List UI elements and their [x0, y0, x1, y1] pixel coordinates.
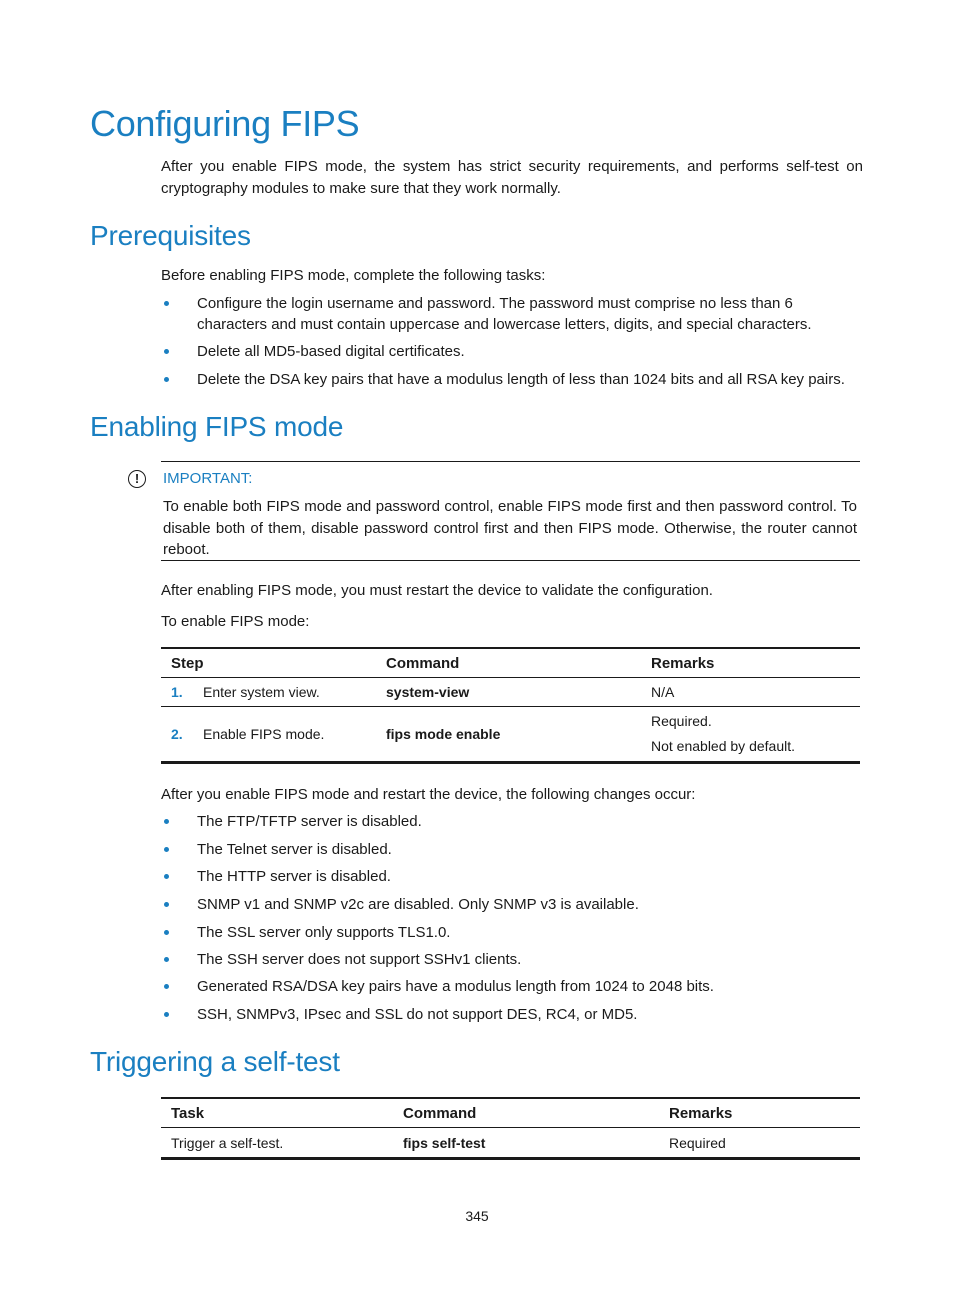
remarks-cell: N/A	[641, 678, 860, 707]
fips-steps-table	[161, 647, 860, 764]
to-enable-text: To enable FIPS mode:	[161, 613, 310, 630]
bullet-icon	[164, 957, 169, 962]
bullet-icon	[164, 874, 169, 879]
column-header: Command	[376, 648, 641, 678]
column-header: Remarks	[641, 648, 860, 678]
bullet-icon	[164, 930, 169, 935]
column-header: Step	[161, 648, 376, 678]
step-cell	[161, 678, 376, 707]
table-header-row	[161, 1098, 860, 1128]
task-cell: Trigger a self-test.	[161, 1128, 393, 1159]
bullet-icon	[164, 819, 169, 824]
bullet-icon	[164, 349, 169, 354]
selftest-table	[161, 1097, 860, 1160]
remarks-cell: Required	[659, 1128, 860, 1159]
bullet-icon	[164, 902, 169, 907]
prerequisites-lead: Before enabling FIPS mode, complete the following tasks:	[161, 267, 546, 284]
selftest-heading: Triggering a self-test	[90, 1046, 340, 1077]
column-header: Task	[161, 1098, 393, 1128]
list-item: Delete the DSA key pairs that have a modulus length of less than 1024 bits and all RSA key pairs.	[161, 369, 863, 390]
table-header-row	[161, 648, 860, 678]
command-cell: fips self-test	[393, 1128, 659, 1159]
important-label: IMPORTANT:	[163, 470, 253, 487]
bullet-icon	[164, 1012, 169, 1017]
enabling-heading: Enabling FIPS mode	[90, 411, 344, 442]
remarks-line: Required.	[651, 713, 712, 729]
column-header: Remarks	[659, 1098, 860, 1128]
list-item: SSH, SNMPv3, IPsec and SSL do not support DES, RC4, or MD5.	[161, 1004, 863, 1025]
prerequisites-heading: Prerequisites	[90, 220, 251, 251]
remarks-cell	[641, 707, 860, 763]
list-item: SNMP v1 and SNMP v2c are disabled. Only SNMP v3 is available.	[161, 894, 863, 915]
step-number: 2.	[171, 726, 183, 742]
step-text: Enable FIPS mode.	[203, 726, 325, 742]
page-title: Configuring FIPS	[90, 103, 360, 144]
list-item: The SSH server does not support SSHv1 clients.	[161, 949, 863, 970]
list-item: The FTP/TFTP server is disabled.	[161, 811, 863, 832]
list-item: The HTTP server is disabled.	[161, 866, 863, 887]
important-bottom-rule	[161, 560, 860, 561]
important-top-rule	[161, 461, 860, 462]
important-text: To enable both FIPS mode and password control, enable FIPS mode first and then password control. To disable both of them, disable password control first and then FIPS mode. Otherwise, the router cannot reboot.	[163, 498, 857, 558]
list-item: Delete all MD5-based digital certificates.	[161, 341, 863, 362]
list-item: The SSL server only supports TLS1.0.	[161, 922, 863, 943]
page-number: 345	[465, 1208, 489, 1224]
list-item: Generated RSA/DSA key pairs have a modulus length from 1024 to 2048 bits.	[161, 976, 863, 997]
table-row	[161, 678, 860, 707]
column-header: Command	[393, 1098, 659, 1128]
remarks-line: Not enabled by default.	[651, 738, 795, 754]
after-enabling-text: After enabling FIPS mode, you must restart the device to validate the configuration.	[161, 582, 713, 599]
list-item: The Telnet server is disabled.	[161, 839, 863, 860]
command-cell: system-view	[376, 678, 641, 707]
list-item: Configure the login username and password. The password must comprise no less than 6 characters and must contain uppercase and lowercase letters, digits, and special characters.	[161, 293, 863, 335]
step-number: 1.	[171, 684, 183, 700]
bullet-icon	[164, 984, 169, 989]
step-cell	[161, 707, 376, 763]
intro-paragraph: After you enable FIPS mode, the system has strict security requirements, and performs self-test on cryptography modules to make sure that they work normally.	[161, 158, 863, 197]
step-text: Enter system view.	[203, 684, 320, 700]
bullet-icon	[164, 847, 169, 852]
changes-lead: After you enable FIPS mode and restart the device, the following changes occur:	[161, 786, 696, 803]
table-row	[161, 707, 860, 763]
table-row	[161, 1128, 860, 1159]
command-cell: fips mode enable	[376, 707, 641, 763]
bullet-icon	[164, 301, 169, 306]
bullet-icon	[164, 377, 169, 382]
exclamation-circle-icon: !	[128, 470, 146, 488]
